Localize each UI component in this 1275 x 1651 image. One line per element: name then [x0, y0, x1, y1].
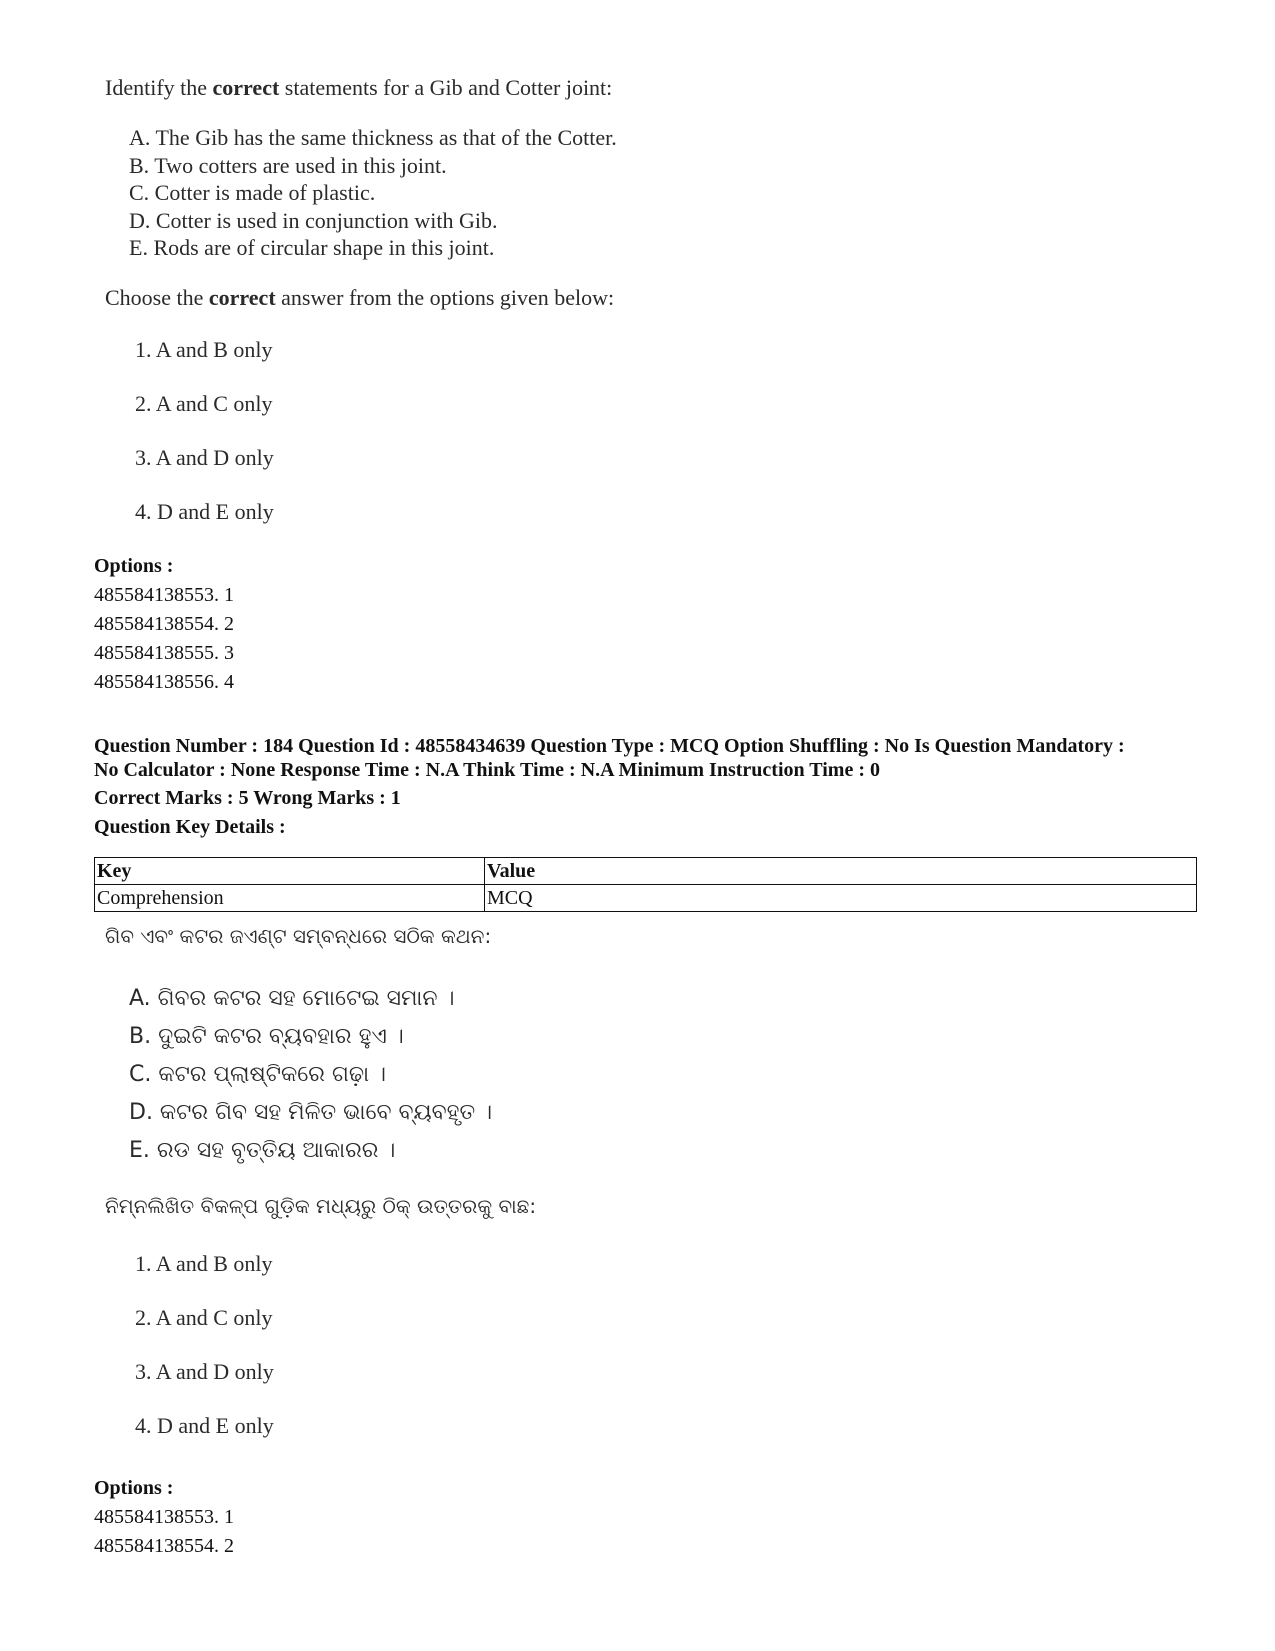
option-item: 485584138554. 2	[94, 1535, 234, 1557]
marks-line: Correct Marks : 5 Wrong Marks : 1	[94, 787, 401, 809]
question-meta-line-2: No Calculator : None Response Time : N.A Think Time : N.A Minimum Instruction Time : 0	[94, 759, 880, 781]
key-details-heading: Question Key Details :	[94, 816, 286, 838]
question-meta	[94, 734, 1125, 782]
question-2-choose-instruction: ନିମ୍ନଲିଖିତ ବିକଳ୍ପ ଗୁଡ଼ିକ ମଧ୍ୟରୁ ଠିକ୍ ଉତ୍ତରକୁ ବାଛ:	[105, 1194, 537, 1218]
marks-block	[94, 784, 401, 842]
options-block-1	[94, 552, 234, 697]
key-details-table	[94, 857, 1197, 912]
question-1-choices	[105, 336, 617, 526]
question-1-image	[105, 74, 617, 526]
choice: 2. A and C only	[135, 390, 273, 416]
question-meta-line-1: Question Number : 184 Question Id : 48558434639 Question Type : MCQ Option Shuffling : No Is Question Mandatory :	[94, 735, 1125, 757]
statement: E. ରଡ ସହ ବୃତ୍ତିୟ ଆକାରର ।	[129, 1138, 396, 1163]
statement: E. Rods are of circular shape in this joint.	[129, 235, 495, 260]
question-2-choices	[105, 1250, 536, 1440]
choice: 4. D and E only	[135, 1413, 274, 1438]
choice: 1. A and B only	[135, 336, 273, 362]
statement: A. The Gib has the same thickness as that of the Cotter.	[129, 125, 617, 150]
table-cell-key: Comprehension	[95, 885, 485, 912]
statement: C. କଟର ପ୍ଲାଷ୍ଟିକରେ ଗଢ଼ା ।	[129, 1062, 386, 1087]
question-2-statements	[105, 980, 536, 1170]
question-1-stem: Identify the correct statements for a Gib and Cotter joint:	[105, 75, 613, 100]
statement: B. ଦୁଇଟି କଟର ବ୍ୟବହାର ହୁଏ ।	[129, 1024, 404, 1049]
question-1-statements	[105, 124, 617, 262]
statement: D. Cotter is used in conjunction with Gib.	[129, 207, 498, 233]
table-cell-value: MCQ	[485, 885, 1197, 912]
statement: B. Two cotters are used in this joint.	[129, 152, 447, 178]
option-item: 485584138553. 1	[94, 1506, 234, 1528]
question-2-stem: ଗିବ ଏବଂ କଟର ଜଏଣ୍ଟ ସମ୍ବନ୍ଧରେ ସଠିକ କଥନ:	[105, 924, 492, 948]
question-2-image	[105, 922, 536, 1440]
choice: 3. A and D only	[135, 1359, 274, 1384]
choice: 3. A and D only	[135, 444, 274, 470]
statement: D. କଟର ଗିବ ସହ ମିଳିତ ଭାବେ ବ୍ୟବହୃତ ।	[129, 1100, 493, 1125]
options-block-2	[94, 1474, 234, 1561]
option-item: 485584138553. 1	[94, 584, 234, 606]
table-header-row	[95, 858, 1197, 885]
option-item: 485584138556. 4	[94, 671, 234, 693]
statement: A. ଗିବର କଟର ସହ ମୋଟେଇ ସମାନ ।	[129, 986, 455, 1011]
choice: 4. D and E only	[135, 498, 274, 524]
question-1-choose-instruction: Choose the correct answer from the options given below:	[105, 284, 615, 310]
choice: 1. A and B only	[135, 1251, 273, 1276]
choice: 2. A and C only	[135, 1305, 273, 1330]
table-row	[95, 885, 1197, 912]
options-heading: Options :	[94, 555, 174, 577]
option-item: 485584138555. 3	[94, 642, 234, 664]
options-heading: Options :	[94, 1477, 174, 1499]
table-header-key: Key	[95, 858, 485, 885]
table-header-value: Value	[485, 858, 1197, 885]
option-item: 485584138554. 2	[94, 613, 234, 635]
statement: C. Cotter is made of plastic.	[129, 180, 376, 205]
